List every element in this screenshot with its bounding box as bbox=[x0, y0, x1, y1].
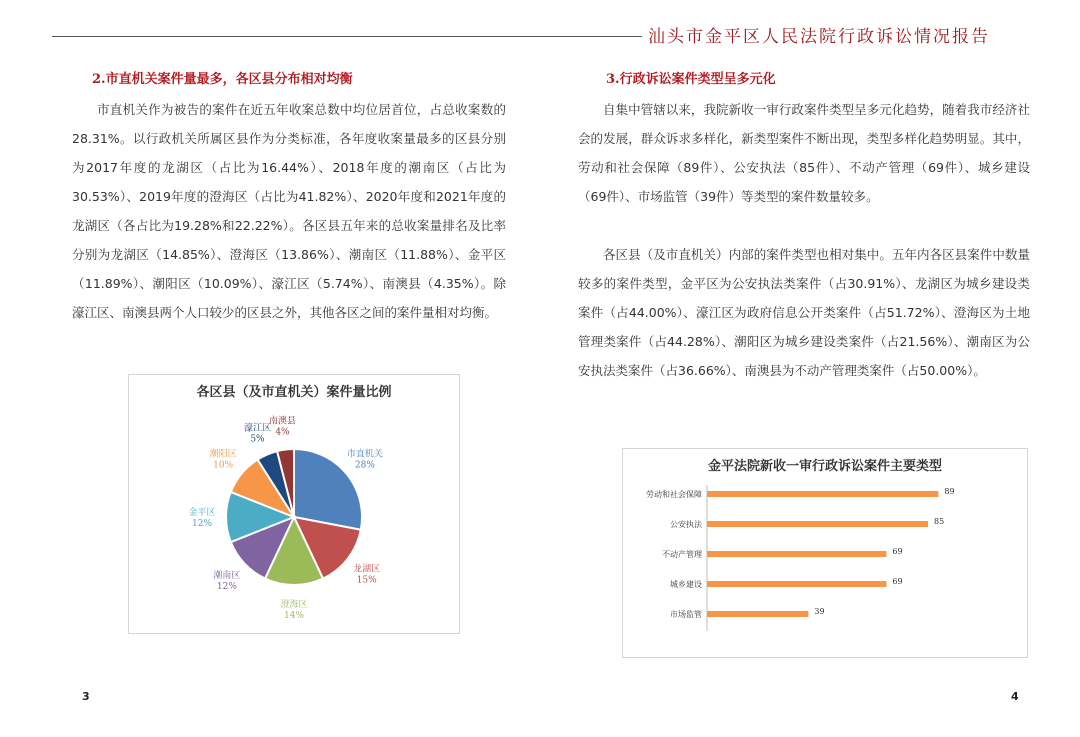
bar-chart-panel bbox=[622, 448, 1028, 658]
right-paragraph-2: 各区县（及市直机关）内部的案件类型也相对集中。五年内各区县案件中数量较多的案件类型，金平区为公安执法类案件（占30.91%）、龙湖区为城乡建设类案件（占44.00%）、濠江区为政府信息公开类案件（占51.72%）、澄海区为土地管理类案件（占44.28%）、潮阳区为城乡建设类案件（占21.56%）、潮南区为公安执法类案件（占36.66%）、南澳县为不动产管理类案件（占50.00%）。 bbox=[578, 247, 1030, 378]
bar-value-label: 69 bbox=[892, 577, 903, 586]
bar-category-label: 劳动和社会保障 bbox=[646, 490, 702, 499]
left-page-number: 3 bbox=[82, 690, 90, 703]
pie-slice-percent: 4% bbox=[275, 427, 290, 438]
bar bbox=[707, 551, 886, 557]
pie-slice-percent: 10% bbox=[213, 460, 234, 471]
bar bbox=[707, 521, 928, 527]
pie-slice bbox=[294, 449, 362, 530]
header-rule bbox=[52, 36, 642, 37]
pie-slice-percent: 12% bbox=[216, 581, 237, 592]
bar-value-label: 89 bbox=[944, 487, 955, 496]
pie-slice-name: 市直机关 bbox=[346, 449, 383, 460]
pie-slice-percent: 15% bbox=[356, 575, 377, 586]
left-paragraph: 市直机关作为被告的案件在近五年收案总数中均位居首位，占总收案数的28.31%。以行政机关所属区县作为分类标准，各年度收案量最多的区县分别为2017年度的龙湖区（占比为16.44%）、2018年度的潮南区（占比为30.53%）、2019年度的澄海区（占比为41.82%）、2020年度和2021年度的龙湖区（各占比为19.28%和22.22%）。各区县五年来的总收案量排名及比率分别为龙湖区（14.85%）、澄海区（13.86%）、潮南区（11.88%）、金平区（11.89%）、潮阳区（10.09%）、濠江区（5.74%）、南澳县（4.35%）。除濠江区、南澳县两个人口较少的区县之外，其他各区之间的案件量相对均衡。 bbox=[72, 102, 506, 320]
pie-slice-name: 龙湖区 bbox=[353, 564, 381, 575]
bar-category-label: 公安执法 bbox=[670, 520, 702, 529]
pie-slice-percent: 5% bbox=[250, 434, 265, 445]
pie-slice-name: 金平区 bbox=[188, 508, 216, 518]
pie-slice-percent: 28% bbox=[354, 460, 375, 471]
pie-chart bbox=[129, 375, 459, 633]
pie-slice-name: 潮阳区 bbox=[209, 449, 237, 460]
right-section-title: 3.行政诉讼案件类型呈多元化 bbox=[606, 72, 776, 87]
bar bbox=[707, 611, 808, 617]
report-header-title: 汕头市金平区人民法院行政诉讼情况报告 bbox=[648, 27, 990, 47]
pie-slice-name: 潮南区 bbox=[213, 570, 241, 581]
pie-slice-percent: 12% bbox=[191, 519, 213, 529]
bar-value-label: 39 bbox=[814, 607, 825, 616]
right-page-number: 4 bbox=[1011, 690, 1019, 703]
pie-chart-title: 各区县（及市直机关）案件量比例 bbox=[196, 385, 392, 400]
bar bbox=[707, 581, 886, 587]
pie-slice-name: 濠江区 bbox=[243, 423, 271, 434]
bar-chart bbox=[623, 449, 1027, 657]
bar-category-label: 不动产管理 bbox=[662, 550, 702, 559]
right-paragraph-1: 自集中管辖以来，我院新收一审行政案件类型呈多元化趋势，随着我市经济社会的发展，群众诉求多样化，新类型案件不断出现，类型多样化趋势明显。其中，劳动和社会保障（89件）、公安执法（85件）、不动产管理（69件）、城乡建设（69件）、市场监管（39件）等类型的案件数量较多。 bbox=[578, 102, 1030, 204]
bar bbox=[707, 491, 938, 497]
pie-slice-percent: 14% bbox=[283, 611, 305, 621]
bar-value-label: 85 bbox=[934, 517, 945, 526]
pie-slice-name: 南澳县 bbox=[268, 416, 296, 427]
pie-slice-name: 澄海区 bbox=[280, 600, 308, 610]
pie-chart-panel bbox=[128, 374, 460, 634]
bar-category-label: 市场监管 bbox=[670, 610, 702, 619]
bar-chart-title: 金平法院新收一审行政诉讼案件主要类型 bbox=[707, 459, 942, 474]
left-section-title: 2.市直机关案件量最多，各区县分布相对均衡 bbox=[92, 72, 353, 87]
bar-value-label: 69 bbox=[892, 547, 903, 556]
bar-category-label: 城乡建设 bbox=[670, 580, 702, 589]
